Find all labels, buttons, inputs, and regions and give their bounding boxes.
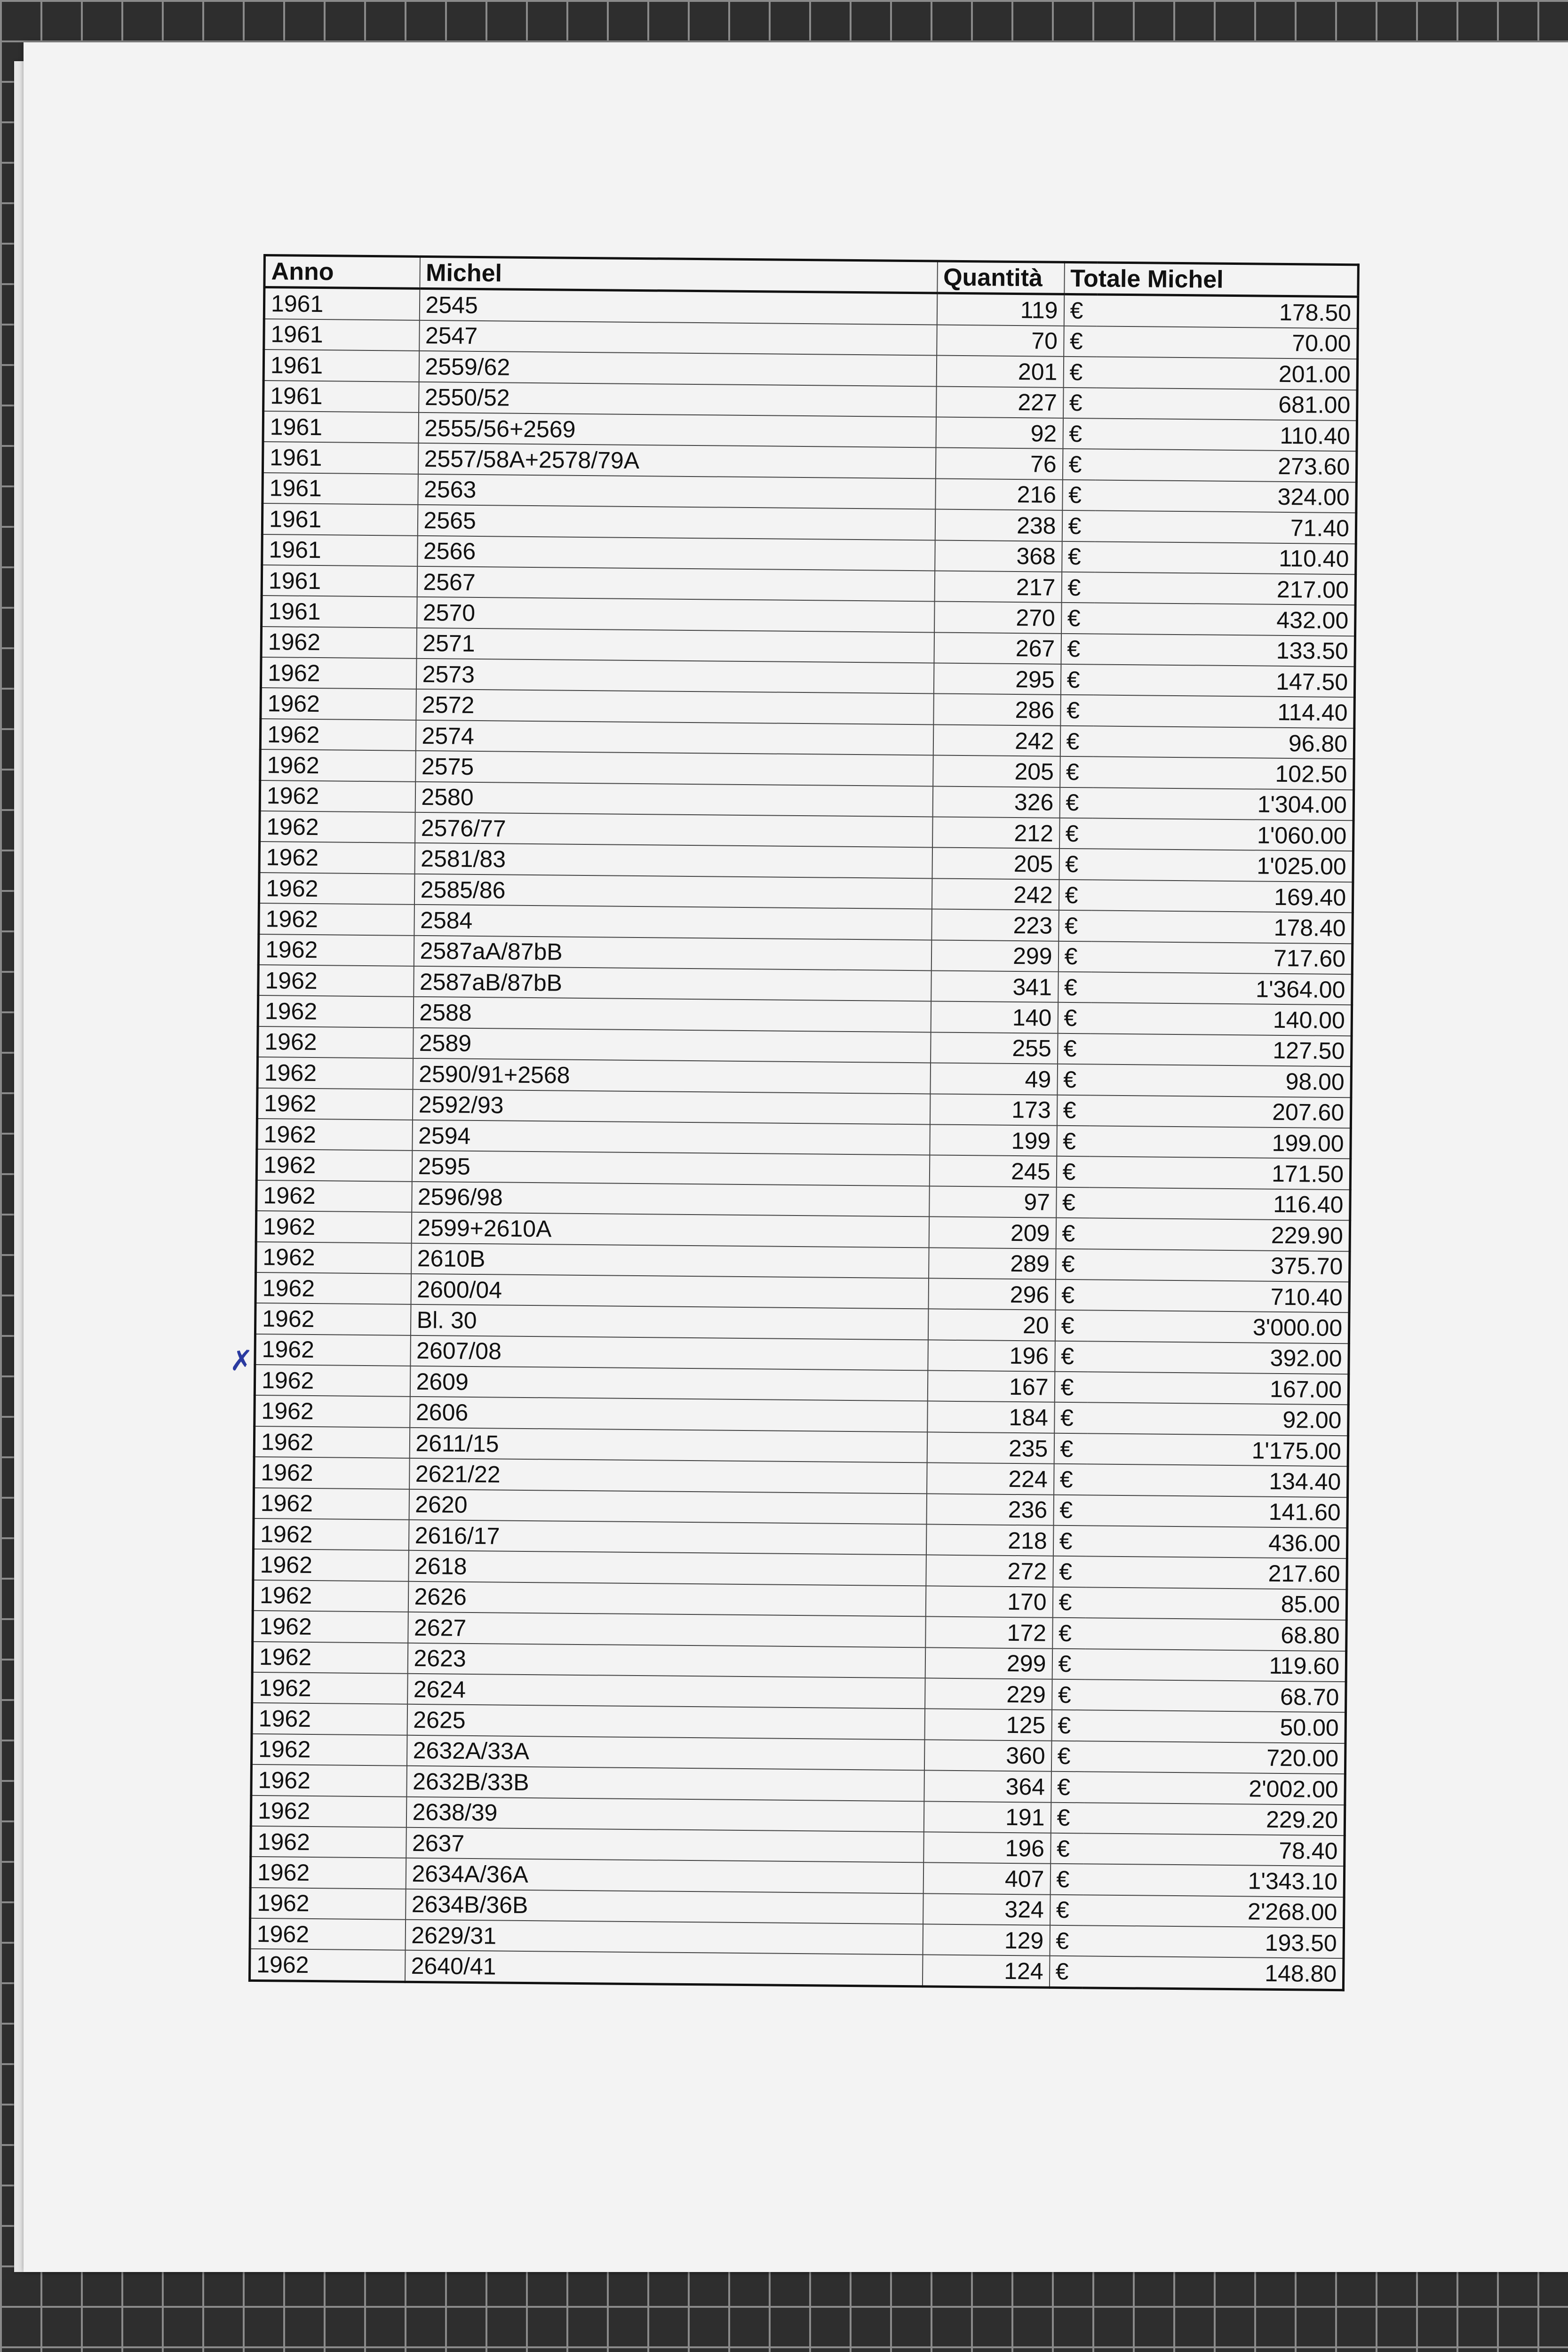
cell-quantita: 119: [937, 293, 1064, 326]
cell-totale: 1'025.00: [1092, 849, 1353, 882]
cell-quantita: 125: [924, 1709, 1052, 1741]
cell-quantita: 223: [931, 909, 1059, 941]
cell-michel: 2590/91+2568: [413, 1058, 931, 1094]
cell-totale: 273.60: [1095, 449, 1357, 482]
cell-michel: 2616/17: [408, 1520, 926, 1555]
cell-michel: 2576/77: [415, 812, 933, 848]
cell-quantita: 173: [930, 1094, 1057, 1126]
cell-totale: 681.00: [1096, 388, 1358, 421]
cell-quantita: 368: [935, 540, 1062, 572]
cell-totale: 71.40: [1095, 511, 1356, 544]
cell-michel: 2567: [417, 566, 935, 602]
cell-michel: 2596/98: [412, 1182, 930, 1217]
cell-totale: 114.40: [1093, 695, 1355, 728]
cell-anno: 1962: [260, 811, 415, 843]
cell-totale: 116.40: [1089, 1187, 1351, 1220]
cell-anno: 1962: [255, 1334, 411, 1366]
cell-totale: 68.80: [1085, 1618, 1347, 1651]
cell-quantita: 272: [926, 1555, 1053, 1587]
cell-quantita: 172: [925, 1617, 1053, 1649]
cell-currency: €: [1051, 1740, 1084, 1772]
cell-currency: €: [1051, 1833, 1084, 1864]
cell-currency: €: [1056, 1218, 1089, 1249]
cell-currency: €: [1060, 695, 1094, 726]
cell-totale: 217.60: [1086, 1557, 1347, 1589]
cell-currency: €: [1053, 1494, 1087, 1526]
cell-michel: 2581/83: [414, 843, 932, 878]
cell-michel: 2594: [412, 1120, 930, 1155]
cell-currency: €: [1062, 510, 1095, 541]
cell-currency: €: [1063, 357, 1097, 388]
cell-totale: 229.90: [1089, 1218, 1350, 1251]
cell-anno: 1962: [261, 627, 417, 659]
cell-totale: 96.80: [1093, 726, 1354, 759]
cell-michel: 2640/41: [405, 1950, 923, 1986]
cell-anno: 1962: [251, 1795, 406, 1827]
cell-quantita: 270: [934, 602, 1062, 634]
cell-anno: 1962: [255, 1365, 410, 1397]
cell-currency: €: [1060, 756, 1093, 787]
cell-currency: €: [1058, 972, 1091, 1003]
cell-anno: 1962: [252, 1672, 408, 1704]
cell-currency: €: [1055, 1341, 1088, 1372]
cell-currency: €: [1055, 1279, 1089, 1311]
cell-quantita: 236: [926, 1494, 1054, 1526]
cell-quantita: 124: [922, 1955, 1050, 1987]
cell-quantita: 196: [923, 1832, 1051, 1864]
cell-anno: 1962: [255, 1303, 411, 1335]
cell-currency: €: [1059, 880, 1092, 911]
cell-anno: 1962: [251, 1734, 407, 1766]
header-quantita: Quantità: [937, 261, 1065, 294]
cell-quantita: 227: [936, 386, 1064, 418]
cell-totale: 710.40: [1088, 1279, 1350, 1312]
cell-currency: €: [1053, 1556, 1086, 1587]
cell-currency: €: [1058, 1033, 1091, 1065]
cell-quantita: 324: [923, 1893, 1051, 1925]
cell-michel: 2611/15: [409, 1428, 927, 1463]
cell-currency: €: [1059, 787, 1093, 818]
cell-anno: 1961: [264, 287, 420, 320]
cell-anno: 1962: [261, 688, 416, 720]
cell-anno: 1962: [258, 1026, 414, 1058]
cell-currency: €: [1062, 480, 1096, 511]
cell-anno: 1961: [262, 596, 417, 628]
cell-totale: 134.40: [1087, 1464, 1348, 1497]
cell-quantita: 295: [933, 663, 1061, 695]
cell-anno: 1962: [260, 719, 416, 751]
cell-michel: 2621/22: [409, 1458, 927, 1494]
cell-michel: 2599+2610A: [411, 1212, 929, 1248]
cell-totale: 1'364.00: [1091, 972, 1353, 1005]
cell-michel: 2625: [407, 1704, 925, 1740]
cell-michel: 2627: [408, 1612, 926, 1647]
cell-michel: 2580: [415, 781, 933, 817]
header-michel: Michel: [420, 256, 938, 293]
cell-totale: 171.50: [1089, 1157, 1351, 1190]
cell-anno: 1962: [250, 1857, 406, 1889]
cell-quantita: 196: [928, 1340, 1055, 1372]
cell-quantita: 218: [926, 1524, 1053, 1556]
cell-michel: 2574: [415, 720, 933, 755]
cell-quantita: 49: [930, 1063, 1058, 1095]
cell-anno: 1962: [258, 934, 414, 966]
table-body: [249, 287, 1358, 1990]
cell-totale: 141.60: [1086, 1495, 1348, 1528]
cell-quantita: 224: [927, 1463, 1054, 1495]
cell-quantita: 170: [925, 1586, 1053, 1618]
cell-michel: 2634B/36B: [406, 1889, 923, 1924]
cell-totale: 436.00: [1086, 1526, 1347, 1558]
cell-michel: 2571: [416, 628, 934, 663]
cell-currency: €: [1061, 634, 1094, 665]
cell-michel: 2559/62: [419, 351, 937, 386]
cell-michel: 2609: [410, 1366, 928, 1401]
cell-michel: 2626: [408, 1581, 926, 1617]
cell-totale: 119.60: [1085, 1649, 1346, 1682]
cell-michel: 2624: [407, 1674, 925, 1709]
cell-anno: 1961: [262, 565, 417, 597]
cell-currency: €: [1055, 1310, 1088, 1341]
cell-anno: 1961: [262, 503, 418, 535]
cell-currency: €: [1061, 572, 1095, 603]
cell-totale: 2'268.00: [1083, 1895, 1345, 1928]
cell-anno: 1962: [259, 873, 414, 905]
cell-quantita: 242: [931, 878, 1059, 910]
cell-quantita: 76: [935, 448, 1063, 480]
cell-quantita: 212: [932, 817, 1060, 849]
cell-totale: 102.50: [1093, 757, 1354, 790]
cell-currency: €: [1059, 818, 1093, 849]
cell-currency: €: [1052, 1587, 1086, 1618]
cell-quantita: 286: [933, 694, 1061, 726]
cell-totale: 717.60: [1091, 941, 1353, 974]
cell-currency: €: [1058, 1002, 1091, 1033]
header-totale-michel: Totale Michel: [1064, 262, 1359, 297]
cell-currency: €: [1050, 1864, 1083, 1895]
cell-currency: €: [1051, 1772, 1084, 1803]
cell-currency: €: [1059, 910, 1092, 941]
cell-anno: 1962: [260, 780, 415, 812]
cell-totale: 178.50: [1097, 294, 1358, 328]
cell-totale: 178.40: [1091, 911, 1353, 944]
cell-quantita: 407: [923, 1863, 1051, 1895]
cell-quantita: 216: [935, 478, 1063, 510]
cell-quantita: 364: [924, 1771, 1051, 1803]
cell-totale: 375.70: [1089, 1249, 1350, 1282]
cell-quantita: 129: [923, 1924, 1050, 1956]
cell-michel: 2584: [414, 905, 932, 940]
cell-michel: 2575: [415, 751, 933, 786]
cell-michel: 2565: [417, 505, 935, 540]
cell-totale: 432.00: [1094, 603, 1356, 636]
cell-currency: €: [1049, 1956, 1082, 1987]
cell-totale: 217.00: [1094, 572, 1356, 605]
cell-michel: 2620: [409, 1489, 927, 1524]
cell-quantita: 326: [932, 786, 1060, 818]
cell-totale: 1'343.10: [1083, 1864, 1345, 1897]
cell-totale: 50.00: [1084, 1710, 1346, 1743]
cell-michel: 2629/31: [405, 1920, 923, 1955]
cell-quantita: 242: [933, 724, 1060, 756]
cell-anno: 1961: [263, 473, 418, 505]
cell-anno: 1962: [252, 1703, 407, 1735]
cell-anno: 1962: [261, 657, 416, 689]
cell-currency: €: [1051, 1802, 1084, 1833]
cell-anno: 1962: [253, 1549, 409, 1581]
cell-anno: 1962: [259, 903, 414, 935]
cell-michel: 2555/56+2569: [418, 413, 936, 448]
cell-anno: 1962: [251, 1826, 406, 1858]
cell-michel: 2637: [406, 1828, 924, 1863]
cell-totale: 720.00: [1084, 1741, 1345, 1774]
cell-totale: 148.80: [1082, 1956, 1344, 1990]
cell-michel: 2572: [416, 689, 934, 724]
cell-quantita: 167: [927, 1370, 1055, 1402]
cell-michel: 2566: [417, 535, 935, 571]
cell-michel: 2557/58A+2578/79A: [418, 443, 936, 478]
cell-totale: 229.20: [1083, 1803, 1345, 1836]
cell-currency: €: [1062, 449, 1096, 480]
cell-anno: 1961: [264, 319, 420, 351]
cell-totale: 68.70: [1085, 1679, 1346, 1712]
cell-anno: 1962: [257, 1088, 413, 1120]
stamp-inventory-table-wrapper: [248, 254, 1357, 1991]
cell-quantita: 238: [935, 509, 1062, 541]
cell-currency: €: [1063, 387, 1097, 418]
cell-totale: 2'002.00: [1084, 1772, 1345, 1804]
cell-anno: 1962: [252, 1641, 408, 1673]
cell-totale: 201.00: [1096, 357, 1358, 390]
cell-currency: €: [1059, 849, 1092, 880]
cell-michel: 2618: [408, 1550, 926, 1586]
cell-michel: 2606: [410, 1397, 928, 1432]
cell-michel: Bl. 30: [410, 1304, 928, 1340]
cell-currency: €: [1060, 664, 1094, 695]
cell-currency: €: [1060, 726, 1093, 757]
cell-currency: €: [1058, 941, 1091, 972]
cell-totale: 92.00: [1087, 1403, 1349, 1436]
cell-currency: €: [1064, 294, 1097, 326]
cell-currency: €: [1062, 541, 1095, 572]
cell-michel: 2570: [417, 597, 935, 632]
cell-quantita: 140: [931, 1001, 1058, 1033]
cell-quantita: 217: [934, 571, 1062, 603]
cell-totale: 169.40: [1091, 880, 1353, 913]
cell-totale: 140.00: [1090, 1003, 1352, 1036]
cell-michel: 2589: [413, 1028, 931, 1063]
cell-quantita: 289: [929, 1248, 1056, 1279]
cell-quantita: 205: [933, 755, 1060, 787]
cell-currency: €: [1054, 1433, 1087, 1464]
cell-anno: 1962: [257, 1119, 413, 1151]
cell-anno: 1962: [250, 1918, 406, 1950]
cell-anno: 1962: [253, 1518, 409, 1550]
cell-totale: 3'000.00: [1088, 1311, 1349, 1343]
cell-quantita: 209: [929, 1217, 1056, 1249]
cell-michel: 2573: [416, 659, 934, 694]
cell-currency: €: [1057, 1064, 1090, 1095]
cell-anno: 1961: [263, 381, 419, 413]
handwritten-check-mark: ✗: [230, 1344, 254, 1377]
cell-michel: 2610B: [411, 1243, 929, 1278]
cell-anno: 1962: [254, 1488, 409, 1520]
cell-anno: 1962: [251, 1764, 407, 1796]
cell-quantita: 70: [937, 325, 1064, 357]
cell-anno: 1962: [258, 965, 414, 997]
cell-anno: 1962: [256, 1149, 412, 1181]
cell-totale: 147.50: [1093, 665, 1355, 698]
cell-michel: 2550/52: [419, 381, 937, 417]
cell-currency: €: [1052, 1618, 1086, 1649]
cell-anno: 1962: [260, 749, 416, 781]
cell-totale: 98.00: [1090, 1065, 1352, 1097]
cell-currency: €: [1051, 1710, 1085, 1741]
cell-michel: 2634A/36A: [406, 1858, 923, 1893]
cell-anno: 1962: [254, 1457, 410, 1489]
cell-totale: 110.40: [1095, 541, 1356, 574]
cell-michel: 2595: [412, 1151, 930, 1186]
cell-currency: €: [1057, 1095, 1090, 1126]
cell-quantita: 229: [925, 1678, 1052, 1710]
stamp-inventory-table: [248, 254, 1360, 1991]
cell-anno: 1962: [253, 1580, 408, 1612]
cell-totale: 193.50: [1082, 1925, 1344, 1958]
cell-anno: 1962: [257, 1057, 413, 1089]
cell-totale: 127.50: [1090, 1033, 1352, 1066]
cell-quantita: 360: [924, 1740, 1051, 1772]
cell-quantita: 201: [936, 356, 1064, 388]
cell-currency: €: [1054, 1372, 1088, 1403]
cell-anno: 1962: [259, 842, 415, 874]
cell-currency: €: [1056, 1248, 1089, 1279]
cell-totale: 70.00: [1097, 326, 1358, 359]
cell-quantita: 341: [931, 970, 1059, 1002]
cell-totale: 110.40: [1096, 418, 1357, 451]
cell-totale: 392.00: [1088, 1341, 1349, 1374]
cell-quantita: 184: [927, 1401, 1055, 1433]
cell-quantita: 296: [928, 1278, 1056, 1310]
cell-totale: 167.00: [1087, 1372, 1349, 1405]
cell-currency: €: [1056, 1156, 1090, 1187]
cell-michel: 2607/08: [410, 1335, 928, 1370]
cell-currency: €: [1057, 1126, 1090, 1157]
cell-anno: 1962: [255, 1272, 411, 1304]
cell-currency: €: [1053, 1526, 1086, 1557]
cell-anno: 1962: [255, 1395, 410, 1427]
cell-totale: 78.40: [1083, 1833, 1345, 1866]
cell-totale: 324.00: [1095, 480, 1357, 513]
cell-anno: 1962: [254, 1426, 410, 1458]
cell-currency: €: [1056, 1187, 1090, 1218]
cell-totale: 207.60: [1090, 1095, 1351, 1128]
cell-michel: 2600/04: [411, 1274, 929, 1309]
cell-michel: 2592/93: [412, 1089, 930, 1124]
cell-quantita: 245: [929, 1155, 1057, 1187]
cell-anno: 1962: [256, 1211, 412, 1243]
cell-totale: 1'175.00: [1087, 1433, 1348, 1466]
cell-quantita: 199: [930, 1124, 1057, 1156]
cell-currency: €: [1061, 603, 1095, 634]
cell-michel: 2588: [413, 997, 931, 1032]
cell-anno: 1961: [263, 350, 419, 381]
cell-michel: 2632B/33B: [406, 1766, 924, 1801]
cell-currency: €: [1054, 1402, 1088, 1433]
cell-currency: €: [1050, 1925, 1083, 1956]
cell-anno: 1962: [253, 1611, 408, 1643]
cell-totale: 1'060.00: [1092, 818, 1354, 851]
cell-anno: 1961: [262, 534, 418, 566]
cell-totale: 85.00: [1085, 1587, 1347, 1620]
cell-currency: €: [1050, 1894, 1083, 1925]
cell-anno: 1962: [258, 995, 414, 1027]
cell-michel: 2587aB/87bB: [414, 966, 931, 1001]
cell-quantita: 97: [929, 1186, 1057, 1218]
cell-anno: 1961: [263, 442, 418, 474]
cell-quantita: 267: [934, 632, 1061, 664]
cell-quantita: 92: [936, 417, 1063, 449]
cell-anno: 1961: [263, 411, 419, 443]
cell-quantita: 255: [931, 1032, 1058, 1064]
header-anno: Anno: [264, 255, 420, 289]
cell-currency: €: [1064, 326, 1097, 357]
cell-currency: €: [1052, 1648, 1085, 1679]
cell-michel: 2585/86: [414, 874, 932, 909]
cell-anno: 1962: [256, 1241, 412, 1273]
cell-michel: 2547: [419, 320, 937, 356]
cell-currency: €: [1063, 418, 1096, 449]
cell-anno: 1962: [250, 1888, 406, 1920]
cell-quantita: 20: [928, 1309, 1055, 1341]
cell-totale: 199.00: [1090, 1126, 1351, 1159]
cell-michel: 2632A/33A: [406, 1735, 924, 1771]
cell-totale: 1'304.00: [1092, 787, 1354, 820]
cell-quantita: 205: [932, 848, 1059, 880]
cell-anno: 1962: [256, 1180, 412, 1212]
cell-michel: 2638/39: [406, 1796, 924, 1832]
cell-michel: 2587aA/87bB: [414, 935, 931, 970]
cell-quantita: 299: [931, 940, 1059, 972]
cell-currency: €: [1052, 1679, 1085, 1710]
cell-michel: 2623: [407, 1643, 925, 1678]
cell-quantita: 235: [927, 1432, 1054, 1464]
cell-quantita: 299: [925, 1647, 1052, 1679]
cell-totale: 133.50: [1094, 634, 1355, 667]
cell-anno: 1962: [249, 1949, 405, 1982]
cell-quantita: 191: [923, 1801, 1051, 1833]
cell-currency: €: [1054, 1464, 1087, 1495]
cell-michel: 2563: [418, 474, 936, 509]
cell-michel: 2545: [419, 289, 937, 325]
